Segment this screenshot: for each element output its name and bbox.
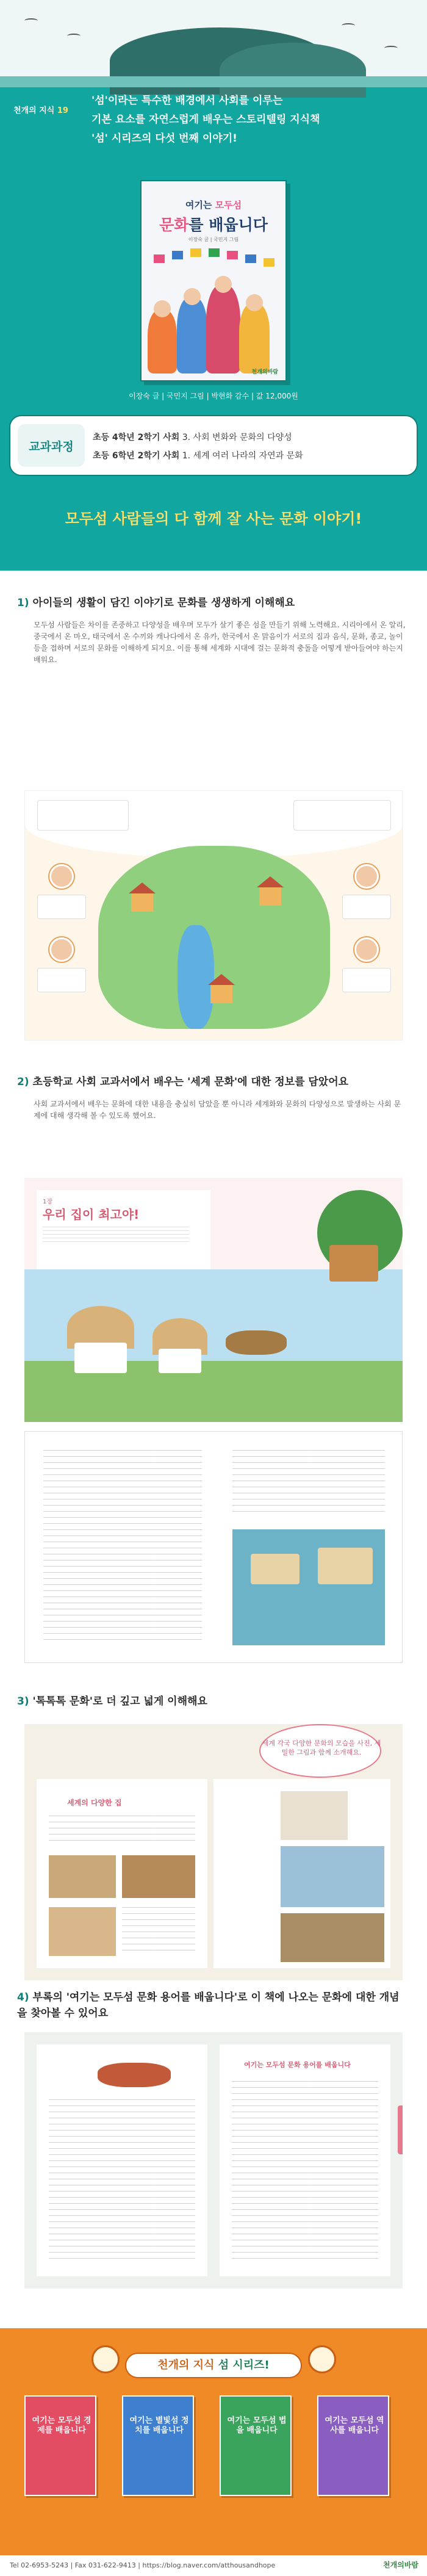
mascot-icon	[92, 2345, 120, 2373]
stilt-house	[318, 1548, 373, 1584]
chapter-title: 우리 집이 최고야!	[43, 1207, 140, 1222]
photo	[49, 1907, 116, 1956]
character-caption	[37, 895, 86, 919]
house-chapter-spread	[24, 1178, 403, 1422]
character-head	[184, 288, 201, 305]
character-avatar	[49, 937, 74, 962]
character-caption	[342, 968, 391, 992]
story-text	[49, 2099, 195, 2264]
curriculum-unit: 3. 사회 변화와 문화의 다양성	[182, 433, 292, 442]
series-ribbon-a: 천개의 지식	[157, 2359, 218, 2372]
character	[206, 285, 240, 373]
book-title-main-b: 를 배웁니다	[188, 216, 268, 234]
flag-icon	[245, 254, 256, 263]
headline-line: '섬' 시리즈의 다섯 번째 이야기!	[92, 132, 237, 145]
hero-banner	[0, 0, 427, 571]
stilt-house-picture	[232, 1529, 385, 1645]
section-title-text: 초등학교 사회 교과서에서 배우는 '세계 문화'에 대한 정보를 담았어요	[32, 1076, 349, 1088]
flag-icon	[264, 258, 274, 267]
series-badge-label: 천개의 지식	[13, 106, 55, 115]
character-avatar	[49, 864, 74, 889]
section-2-title	[17, 1074, 407, 1090]
hut	[159, 1349, 201, 1373]
section-3-title	[17, 1694, 407, 1709]
glossary-tag: 여기는 모두섬 문화 용어를 배웁니다	[244, 2061, 351, 2069]
section-title-text: '톡톡톡 문화'로 더 깊고 넓게 이해해요	[32, 1695, 207, 1708]
info-tag: 세계의 다양한 집	[67, 1799, 122, 1807]
section-1-body: 모두섬 사람들은 차이를 존중하고 다양성을 배우며 모두가 살기 좋은 섬을 만들기 위해 노력해요. 시리아에서 온 알리, 중국에서 온 마오, 태국에서 온 수끼와 캐나다에서 온 유카, 한국에서 온 맑음이가 서로의 집과 음식, 문화, 종교, 놀이 등을 접하며 서로의 문화를 이해하게 되지요. 이를 통해 세계화 시대에 걸는 문화적 충돌을 어떻게 받아들여야 하는지 배워요.	[34, 621, 406, 664]
series-badge	[13, 104, 68, 115]
story-text	[232, 1450, 385, 1517]
series-ribbon-b: 섬 시리즈!	[218, 2359, 270, 2372]
section-number: 2)	[17, 1076, 29, 1088]
character-head	[246, 294, 263, 311]
paragraph	[43, 1227, 189, 1245]
headline-line: 기본 요소를 자연스럽게 배우는 스토리텔링 지식책	[92, 114, 320, 126]
series-book-title: 여기는 모두섬 경제를 배웁니다	[32, 2416, 92, 2435]
character	[148, 309, 177, 373]
bird-icon	[384, 46, 398, 51]
publisher-logo: 천개의바람	[383, 2561, 418, 2569]
character-avatar	[354, 937, 379, 962]
photo	[49, 1855, 116, 1898]
speech-bubble-text: 세계 각국 다양한 문화의 모습을 사진, 세밀한 그림과 함께 소개해요.	[262, 1739, 381, 1756]
stilt-house	[251, 1554, 300, 1584]
character-avatar	[354, 864, 379, 889]
publisher-logo: 천개의바람	[251, 369, 278, 375]
book-title-top-a: 여기는	[185, 200, 215, 211]
series-footer	[0, 2328, 427, 2576]
contact-info: Tel 02-6953-5243 | Fax 031-622-9413 | https://blog.naver.com/atthousandhope	[10, 2561, 276, 2569]
mascot-icon	[308, 2345, 336, 2373]
character	[239, 303, 270, 373]
character	[177, 297, 207, 373]
house-icon	[131, 893, 153, 912]
flag-icon	[154, 254, 165, 263]
island-illustration-2	[220, 43, 366, 98]
book-title-main-a: 문화	[159, 216, 189, 234]
yurt-photo	[281, 1791, 348, 1840]
slogan: 모두섬 사람들의 다 함께 잘 사는 문화 이야기!	[65, 510, 362, 527]
house-photo	[281, 1846, 384, 1907]
series-book[interactable]	[122, 2395, 194, 2496]
house-icon	[210, 985, 232, 1003]
book-title-top	[142, 198, 285, 211]
hero-headline	[92, 92, 409, 148]
bird-icon	[24, 18, 38, 23]
contact-bar	[0, 2555, 427, 2576]
section-title-text: 부록의 '여기는 모두섬 문화 용어를 배웁니다'로 이 책에 나오는 문화에 대한 개념을 찾아볼 수 있어요	[17, 1991, 400, 2019]
character-caption	[342, 895, 391, 919]
bird-icon	[342, 23, 355, 28]
story-text	[43, 1450, 202, 1645]
series-number: 19	[57, 106, 68, 115]
section-2-body: 사회 교과서에서 배우는 문화에 대한 내용을 충실히 담았을 뿐 아니라 세계화와 문화의 다양성으로 발생하는 사회 문제에 대해 생각해 볼 수 있도록 했어요.	[34, 1100, 401, 1120]
book-title-main	[142, 213, 285, 235]
roof-icon	[208, 974, 235, 985]
series-book[interactable]	[317, 2395, 389, 2496]
section-title-text: 아이들의 생활이 담긴 이야기로 문화를 생생하게 이해해요	[32, 597, 295, 609]
section-number: 3)	[17, 1695, 29, 1708]
curriculum-unit: 1. 세계 여러 나라의 자연과 문화	[182, 451, 303, 461]
book-subtitle: 이장숙 글 | 국민지 그림	[188, 237, 239, 242]
curriculum-grade: 초등 4학년 2학기 사회	[93, 433, 180, 442]
speech-bubble	[259, 1724, 381, 1778]
info-text	[122, 1907, 195, 1956]
series-book[interactable]	[220, 2395, 292, 2496]
series-ribbon	[125, 2353, 302, 2378]
culture-info-spread	[24, 1724, 403, 1980]
book-title-top-b: 모두섬	[215, 200, 242, 211]
chapter-label: 1장	[43, 1199, 53, 1205]
flag-garland	[154, 248, 276, 273]
boat	[226, 1330, 287, 1355]
photo	[122, 1855, 195, 1898]
section-number: 4)	[17, 1991, 29, 2004]
hut	[74, 1343, 127, 1373]
roof-icon	[129, 882, 156, 893]
section-number: 1)	[17, 597, 29, 609]
headline-line: '섬'이라는 특수한 배경에서 사회를 이루는	[92, 95, 283, 107]
house-photo	[281, 1913, 384, 1962]
series-book-title: 여기는 모두섬 법을 배웁니다	[227, 2416, 287, 2435]
bird-icon	[67, 34, 81, 38]
series-book[interactable]	[24, 2395, 96, 2496]
page-tab	[398, 2105, 403, 2154]
roof-icon	[257, 876, 284, 887]
flag-icon	[172, 251, 183, 259]
section-4-title	[17, 1990, 407, 2021]
book-cover	[140, 180, 287, 381]
flag-icon	[227, 251, 238, 259]
glossary-text	[232, 2081, 378, 2264]
curriculum-grade: 초등 6학년 2학기 사회	[93, 451, 180, 461]
shoe-illustration	[98, 2063, 171, 2087]
character-head	[154, 300, 171, 317]
curriculum-label: 교과과정	[18, 424, 85, 467]
stilt-house-spread	[24, 1431, 403, 1663]
island-map-spread	[24, 790, 403, 1041]
flag-icon	[209, 248, 220, 257]
curriculum-box	[9, 415, 418, 476]
character-head	[215, 276, 232, 293]
treehouse	[329, 1245, 378, 1282]
section-1-title	[17, 595, 407, 611]
character-caption	[37, 968, 86, 992]
house-icon	[259, 887, 281, 906]
text-block	[37, 800, 129, 831]
sea-line	[0, 76, 427, 87]
curriculum-row	[93, 431, 292, 443]
book-credit: 이장숙 글 | 국민지 그림 | 박현화 감수 | 값 12,000원	[129, 392, 298, 400]
series-book-title: 여기는 별빛섬 정치를 배웁니다	[129, 2416, 189, 2435]
flag-icon	[190, 248, 201, 257]
series-book-title: 여기는 모두섬 역사를 배웁니다	[325, 2416, 384, 2435]
glossary-spread	[24, 2032, 403, 2289]
text-block	[293, 800, 391, 831]
info-text	[49, 1816, 195, 1846]
curriculum-row	[93, 449, 303, 461]
characters-illustration	[148, 273, 282, 373]
